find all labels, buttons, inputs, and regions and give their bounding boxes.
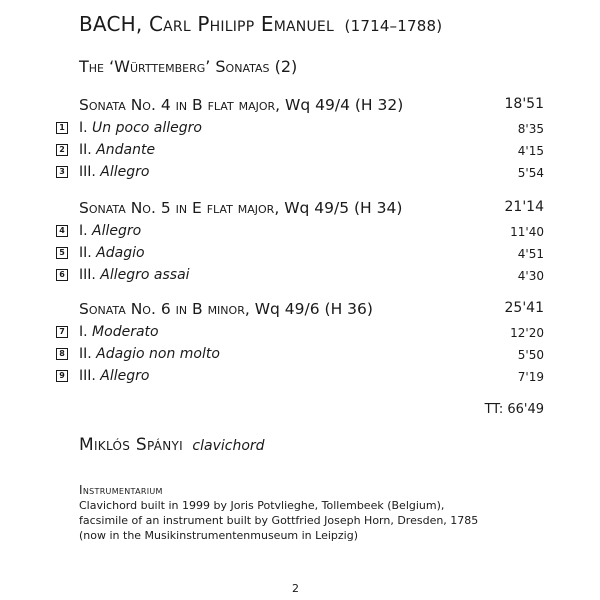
instrumentarium-heading: Instrumentarium xyxy=(79,483,163,497)
movement-numeral: I. xyxy=(79,223,88,239)
movement-row xyxy=(56,118,544,140)
movement-row xyxy=(56,243,544,265)
album-title: The ‘Württemberg’ Sonatas (2) xyxy=(79,57,298,76)
composer-last-name: BACH, xyxy=(79,12,143,36)
movement-numeral: I. xyxy=(79,120,88,136)
movement-name: Adagio xyxy=(96,245,145,261)
sonata-duration: 21'14 xyxy=(504,199,544,215)
track-number-box: 9 xyxy=(56,370,68,382)
composer-first-names: Carl Philipp Emanuel xyxy=(148,12,334,36)
movement-numeral: II. xyxy=(79,245,92,261)
performer-credit xyxy=(79,435,265,455)
sonata-title: Sonata No. 6 in B minor, xyxy=(79,300,250,318)
sonata-heading xyxy=(79,300,544,322)
sonata-catalogue: Wq 49/4 (H 32) xyxy=(285,96,404,114)
movement-name: Adagio non molto xyxy=(96,346,220,362)
performer-name: Miklós Spányi xyxy=(79,435,184,455)
instrumentarium-line: facsimile of an instrument built by Gottfried Joseph Horn, Dresden, 1785 xyxy=(79,514,479,527)
instrumentarium-line: Clavichord built in 1999 by Joris Potvlieghe, Tollembeek (Belgium), xyxy=(79,499,445,512)
movement-duration: 4'30 xyxy=(517,269,544,283)
track-number-box: 6 xyxy=(56,269,68,281)
movement-row xyxy=(56,366,544,388)
movement-duration: 8'35 xyxy=(517,122,544,136)
movement-numeral: III. xyxy=(79,164,96,180)
track-number-box: 3 xyxy=(56,166,68,178)
movement-numeral: III. xyxy=(79,267,96,283)
movement-row xyxy=(56,140,544,162)
total-time: TT: 66'49 xyxy=(484,402,544,417)
sonata-block xyxy=(56,199,544,287)
sonata-heading xyxy=(79,96,544,118)
movement-numeral: II. xyxy=(79,142,92,158)
movement-row xyxy=(56,344,544,366)
movement-numeral: III. xyxy=(79,368,96,384)
movement-name: Allegro xyxy=(100,368,150,384)
movement-duration: 5'50 xyxy=(517,348,544,362)
track-number-box: 1 xyxy=(56,122,68,134)
sonata-heading xyxy=(79,199,544,221)
sonata-catalogue: Wq 49/5 (H 34) xyxy=(284,199,403,217)
composer-dates: (1714–1788) xyxy=(344,17,443,35)
track-number-box: 7 xyxy=(56,326,68,338)
movement-duration: 4'51 xyxy=(517,247,544,261)
movement-row xyxy=(56,322,544,344)
sonata-duration: 18'51 xyxy=(504,96,544,112)
track-number-box: 8 xyxy=(56,348,68,360)
track-number-box: 5 xyxy=(56,247,68,259)
sonata-title: Sonata No. 5 in E flat major, xyxy=(79,199,280,217)
sonata-block xyxy=(56,300,544,388)
movement-duration: 5'54 xyxy=(517,166,544,180)
movement-row xyxy=(56,265,544,287)
composer-heading xyxy=(79,12,442,36)
movement-name: Allegro xyxy=(100,164,150,180)
instrumentarium-line: (now in the Musikinstrumentenmuseum in Leipzig) xyxy=(79,529,358,542)
sonata-title: Sonata No. 4 in B flat major, xyxy=(79,96,281,114)
movement-name: Moderato xyxy=(92,324,159,340)
movement-name: Andante xyxy=(96,142,156,158)
instrumentarium-section xyxy=(79,483,478,543)
sonata-block xyxy=(56,96,544,184)
sonata-catalogue: Wq 49/6 (H 36) xyxy=(254,300,373,318)
movement-duration: 12'20 xyxy=(510,326,544,340)
movement-row xyxy=(56,162,544,184)
sonata-duration: 25'41 xyxy=(504,300,544,316)
movement-row xyxy=(56,221,544,243)
track-number-box: 2 xyxy=(56,144,68,156)
movement-name: Un poco allegro xyxy=(92,120,202,136)
movement-name: Allegro xyxy=(92,223,142,239)
performer-instrument: clavichord xyxy=(192,438,265,454)
movement-duration: 7'19 xyxy=(517,370,544,384)
page-number: 2 xyxy=(292,582,299,595)
movement-numeral: I. xyxy=(79,324,88,340)
movement-duration: 4'15 xyxy=(517,144,544,158)
track-number-box: 4 xyxy=(56,225,68,237)
movement-name: Allegro assai xyxy=(100,267,190,283)
movement-duration: 11'40 xyxy=(510,225,544,239)
movement-numeral: II. xyxy=(79,346,92,362)
